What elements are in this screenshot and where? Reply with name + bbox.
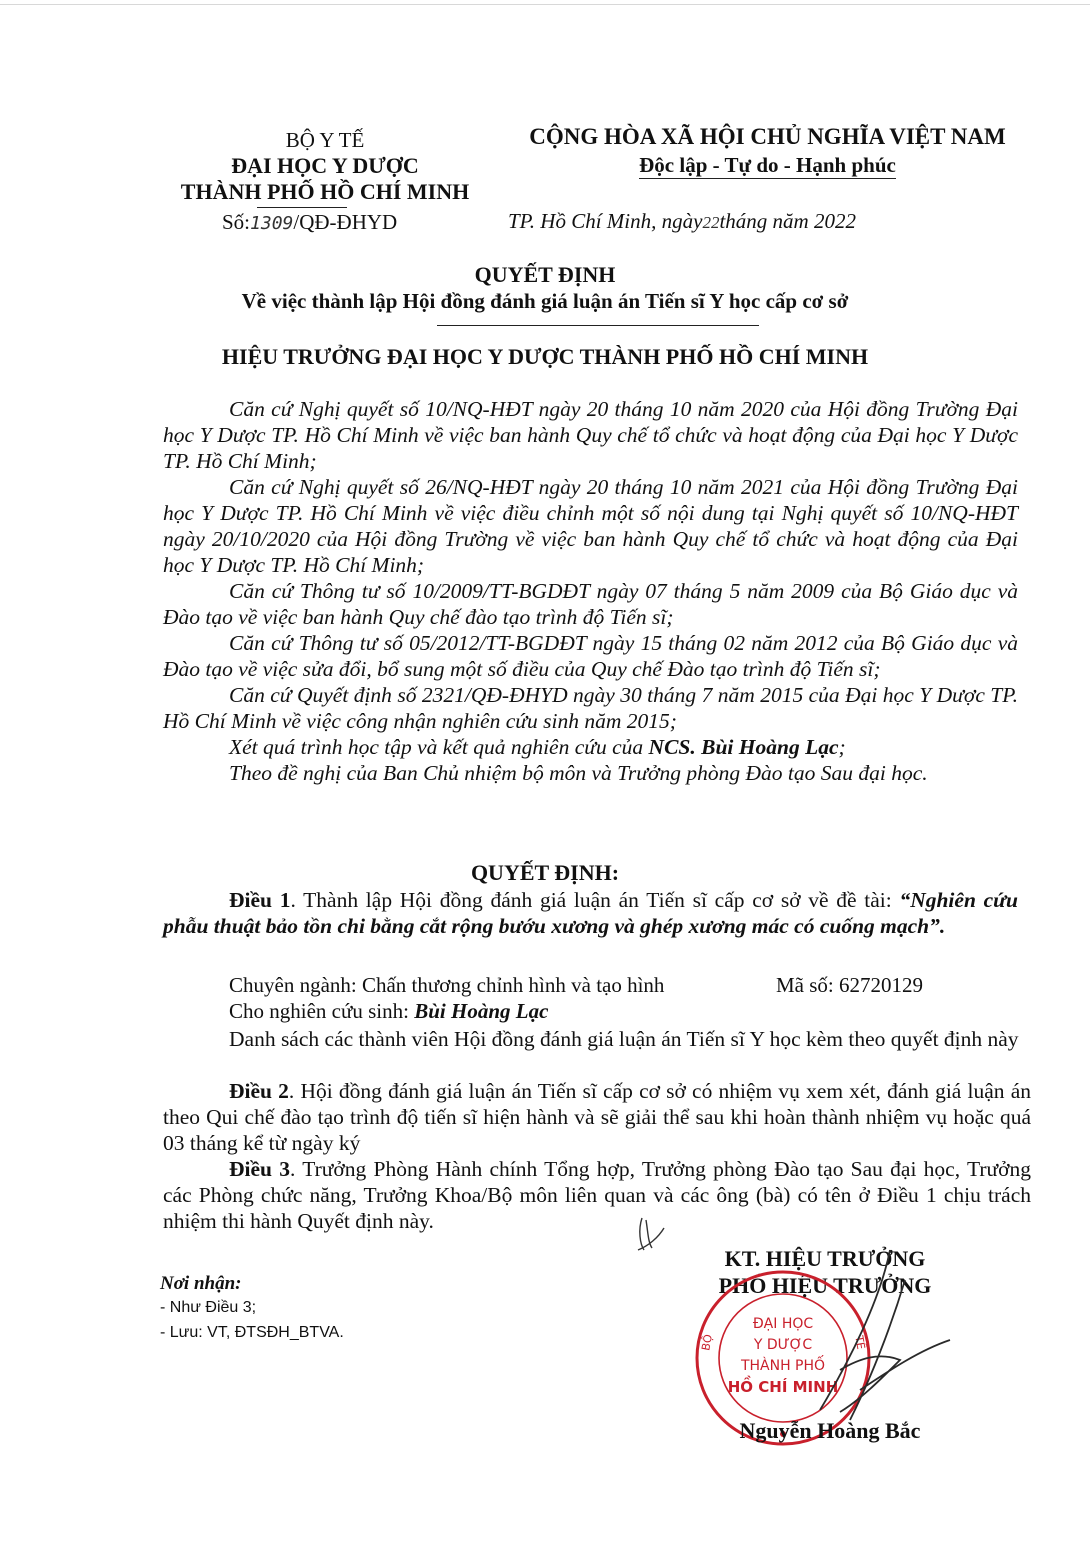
initial-mark-icon xyxy=(632,1214,668,1254)
article-1-label: Điều 1 xyxy=(229,888,291,912)
motto-text: Độc lập - Tự do - Hạnh phúc xyxy=(639,153,896,177)
date-prefix: TP. Hồ Chí Minh, ngày xyxy=(508,209,703,233)
recipient-item: - Như Điều 3; xyxy=(160,1299,257,1316)
student-name: Bùi Hoàng Lạc xyxy=(414,999,549,1023)
article-1-text: . Thành lập Hội đồng đánh giá luận án Tiến sĩ cấp cơ sở về đề tài: xyxy=(290,888,900,912)
recipients xyxy=(160,1272,460,1346)
ministry-name: BỘ Y TẾ xyxy=(285,128,365,152)
document-title: QUYẾT ĐỊNH xyxy=(474,262,616,287)
signer-name: Nguyễn Hoàng Bắc xyxy=(739,1418,921,1443)
seal-line: THÀNH PHỐ xyxy=(740,1358,826,1374)
header-left-underline xyxy=(257,207,347,208)
article-3-label: Điều 3 xyxy=(229,1157,290,1181)
issue-date xyxy=(508,208,856,236)
student-label: Cho nghiên cứu sinh: xyxy=(229,999,415,1023)
consideration-end: ; xyxy=(838,735,846,759)
student-line xyxy=(229,998,548,1024)
motto xyxy=(505,152,1030,178)
article-2-text: . Hội đồng đánh giá luận án Tiến sĩ cấp cơ sở có nhiệm vụ xem xét, đánh giá luận án theo Qui chế đào tạo trình độ tiến sĩ hiện hành và sẽ giải thể sau khi hoàn thành nhiệm vụ hoặc quá 03 tháng kể từ ngày ký xyxy=(163,1079,1031,1155)
recipient-item: - Lưu: VT, ĐTSĐH_BTVA. xyxy=(160,1324,344,1341)
thesis-topic: “Nghiên cứu phẫu thuật bảo tồn chi bằng cắt rộng bướu xương và ghép xương mác có cuống mạch”. xyxy=(163,888,1019,938)
subject-underline xyxy=(437,325,759,326)
seal-line: ĐẠI HỌC xyxy=(752,1316,814,1332)
seal-left-text: BỘ xyxy=(699,1333,715,1352)
seal-line: HỒ CHÍ MINH xyxy=(727,1378,839,1396)
major-line: Chuyên ngành: Chấn thương chỉnh hình và tạo hình xyxy=(229,973,665,997)
major-code: Mã số: 62720129 xyxy=(776,973,923,997)
members-note xyxy=(163,1026,1031,1052)
seal-line: Y DƯỢC xyxy=(753,1337,813,1353)
seal-right-text: TẾ xyxy=(852,1334,868,1351)
basis-item: Căn cứ Thông tư số 05/2012/TT-BGDĐT ngày 15 tháng 02 năm 2012 của Bộ Giáo dục và Đào tạo về việc sửa đổi, bổ sung một số điều của Quy chế Đào tạo trình độ Tiến sĩ; xyxy=(163,631,1018,681)
proposal: Theo đề nghị của Ban Chủ nhiệm bộ môn và Trưởng phòng Đào tạo Sau đại học. xyxy=(229,761,928,785)
number-prefix: Số: xyxy=(222,210,251,234)
handwritten-day: 22 xyxy=(702,213,720,232)
article-1 xyxy=(163,887,1018,939)
recipients-title: Nơi nhận: xyxy=(160,1273,242,1294)
consideration xyxy=(163,734,1018,760)
date-suffix: tháng năm 2022 xyxy=(719,209,856,233)
article-3 xyxy=(163,1156,1031,1234)
university-name-line1: ĐẠI HỌC Y DƯỢC xyxy=(231,153,419,178)
consideration-text: Xét quá trình học tập và kết quả nghiên cứu của xyxy=(229,735,649,759)
document-subject: Về việc thành lập Hội đồng đánh giá luận án Tiến sĩ Y học cấp cơ sở xyxy=(241,289,849,313)
country-name: CỘNG HÒA XÃ HỘI CHỦ NGHĨA VIỆT NAM xyxy=(529,124,1006,149)
article-3-text: . Trưởng Phòng Hành chính Tổng hợp, Trưởng phòng Đào tạo Sau đại học, Trưởng các Phòng chức năng, Trưởng Khoa/Bộ môn liên quan và các ông (bà) có tên ở Điều 1 chịu trách nhiệm thi hành Quyết định này. xyxy=(163,1157,1031,1233)
university-name-line2: THÀNH PHỐ HỒ CHÍ MINH xyxy=(180,179,470,204)
signature-title-2: PHÓ HIỆU TRƯỞNG xyxy=(718,1273,932,1298)
number-suffix: /QĐ-ĐHYD xyxy=(293,210,398,234)
basis-item: Căn cứ Nghị quyết số 10/NQ-HĐT ngày 20 tháng 10 năm 2020 của Hội đồng Trường Đại học Y Dược TP. Hồ Chí Minh về việc ban hành Quy chế tổ chức và hoạt động của Đại học Y Dược TP. Hồ Chí Minh; xyxy=(163,397,1018,473)
legal-bases xyxy=(163,396,1018,786)
decision-number xyxy=(222,209,397,237)
handwritten-number: 1309 xyxy=(250,213,294,234)
article-2 xyxy=(163,1078,1031,1156)
basis-item: Căn cứ Quyết định số 2321/QĐ-ĐHYD ngày 30 tháng 7 năm 2015 của Đại học Y Dược TP. Hồ Chí Minh về việc công nhận nghiên cứu sinh năm 2015; xyxy=(163,683,1018,733)
handwritten-signature-icon xyxy=(740,1240,960,1430)
signature-title-1: KT. HIỆU TRƯỞNG xyxy=(724,1246,926,1271)
basis-item: Căn cứ Nghị quyết số 26/NQ-HĐT ngày 20 tháng 10 năm 2021 của Hội đồng Trường Đại học Y Dược TP. Hồ Chí Minh về việc điều chỉnh một số nội dung tại Nghị quyết số 10/NQ-HĐT ngày 20/10/2020 của Hội đồng Trường về việc ban hành Quy chế tổ chức và hoạt động của Đại học Y Dược TP. Hồ Chí Minh; xyxy=(163,475,1018,577)
header-left xyxy=(150,127,500,205)
members-text: Danh sách các thành viên Hội đồng đánh giá luận án Tiến sĩ Y học kèm theo quyết định này xyxy=(229,1027,1019,1051)
scan-top-border xyxy=(0,4,1090,5)
article-2-label: Điều 2 xyxy=(229,1079,289,1103)
decision-heading: QUYẾT ĐỊNH: xyxy=(470,860,620,885)
basis-item: Căn cứ Thông tư số 10/2009/TT-BGDĐT ngày 07 tháng 5 năm 2009 của Bộ Giáo dục và Đào tạo về việc ban hành Quy chế đào tạo trình độ Tiến sĩ; xyxy=(163,579,1018,629)
issuing-authority: HIỆU TRƯỞNG ĐẠI HỌC Y DƯỢC THÀNH PHỐ HỒ CHÍ MINH xyxy=(221,344,869,369)
candidate-name: NCS. Bùi Hoàng Lạc xyxy=(648,735,839,759)
